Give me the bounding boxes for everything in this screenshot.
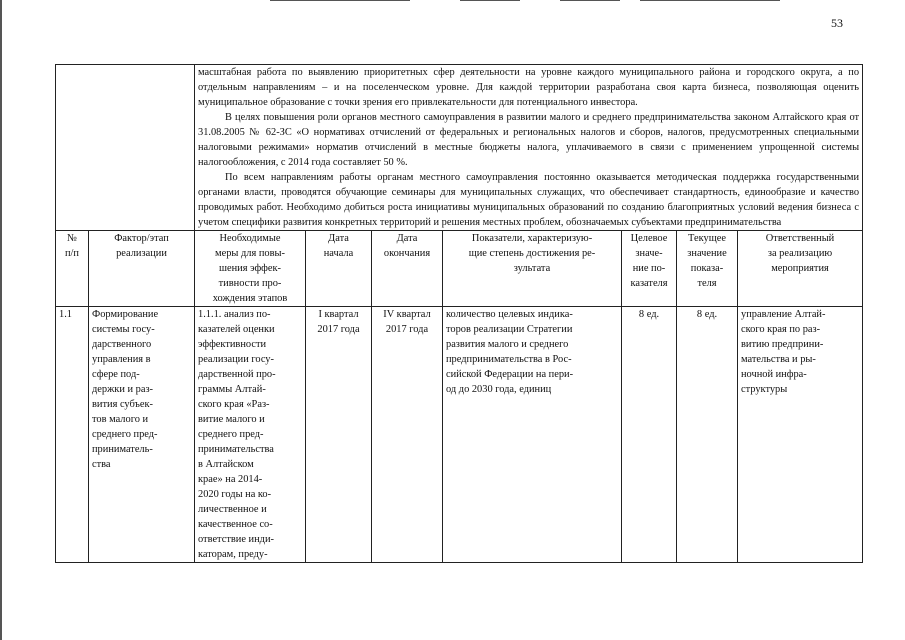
measures-table	[55, 64, 863, 563]
header-num: № п/п	[56, 231, 89, 307]
row-responsible: управление Алтай- ского края по раз- витию предприни- мательства и ры- ночной инфра- структуры	[738, 307, 863, 563]
row-start-date: I квартал 2017 года	[306, 307, 372, 563]
scan-edge-mark	[0, 0, 2, 640]
header-measures: Необходимые меры для повы- шения эффек- тивности про- хождения этапов	[195, 231, 306, 307]
intro-paragraph-1: масштабная работа по выявлению приоритетных сфер деятельности на уровне каждого муниципального района и городского округа, а по отдельным направлениям – и на поселенческом уровне. Для каждой территории разработана своя карта бизнеса, позволяющая оценить муниципальное образование с точки зрения его привлекательности для потенциального инвестора.	[198, 67, 860, 108]
row-current-value: 8 ед.	[677, 307, 738, 563]
row-factor: Формирование системы госу- дарственного управления в сфере под- держки и раз- вития субъек- тов малого и среднего пред- приниматель- ства	[89, 307, 195, 563]
intro-text-cell	[195, 65, 863, 231]
header-factor: Фактор/этап реализации	[89, 231, 195, 307]
intro-row	[56, 65, 863, 231]
header-end-date: Дата окончания	[372, 231, 443, 307]
intro-paragraph-3: По всем направлениям работы органам местного самоуправления постоянно оказывается методическая поддержка государственными органами власти, проводятся обучающие семинары для муниципальных служащих, что обеспечивает стандартность, единообразие и качество проводимых работ. Необходимо добиться роста инициативы муниципальных образований по созданию благоприятных условий ведения бизнеса с учетом специфики развития конкретных территорий и решения местных проблем, обозначаемых субъектами предпринимательства	[198, 172, 860, 228]
page-number: 53	[831, 16, 843, 30]
row-measures: 1.1.1. анализ по- казателей оценки эффективности реализации госу- дарственной про- граммы Алтай- ского края «Раз- витие малого и среднего пред- принимательства в Алтайском крае» на 2014- 2020 годы на ко- личественное и качественное со- ответствие инди- каторам, преду-	[195, 307, 306, 563]
row-target-value: 8 ед.	[622, 307, 677, 563]
intro-paragraph-2: В целях повышения роли органов местного самоуправления в развитии малого и среднего предпринимательства законом Алтайского края от 31.08.2005 № 62-ЗС «О нормативах отчислений от федеральных и региональных налогов и сборов, налогов, предусмотренных специальными налоговыми режимами» норматив отчислений в местные бюджеты налога, уплачиваемого в связи с применением упрощенной системы налогообложения, с 2014 года составляет 50 %.	[198, 112, 860, 168]
intro-empty-cell	[56, 65, 195, 231]
scan-top-mark	[560, 0, 620, 1]
scan-top-mark	[640, 0, 780, 1]
header-target-value: Целевое значе- ние по- казателя	[622, 231, 677, 307]
header-indicators: Показатели, характеризую- щие степень достижения ре- зультата	[443, 231, 622, 307]
header-responsible: Ответственный за реализацию мероприятия	[738, 231, 863, 307]
header-start-date: Дата начала	[306, 231, 372, 307]
row-end-date: IV квартал 2017 года	[372, 307, 443, 563]
row-indicators: количество целевых индика- торов реализации Стратегии развития малого и среднего предпринимательства в Рос- сийской Федерации на пери- од до 2030 года, единиц	[443, 307, 622, 563]
table-row	[56, 307, 863, 563]
scan-top-mark	[460, 0, 520, 1]
row-num: 1.1	[56, 307, 89, 563]
table-header-row	[56, 231, 863, 307]
scan-top-mark	[270, 0, 410, 1]
header-current-value: Текущее значение показа- теля	[677, 231, 738, 307]
